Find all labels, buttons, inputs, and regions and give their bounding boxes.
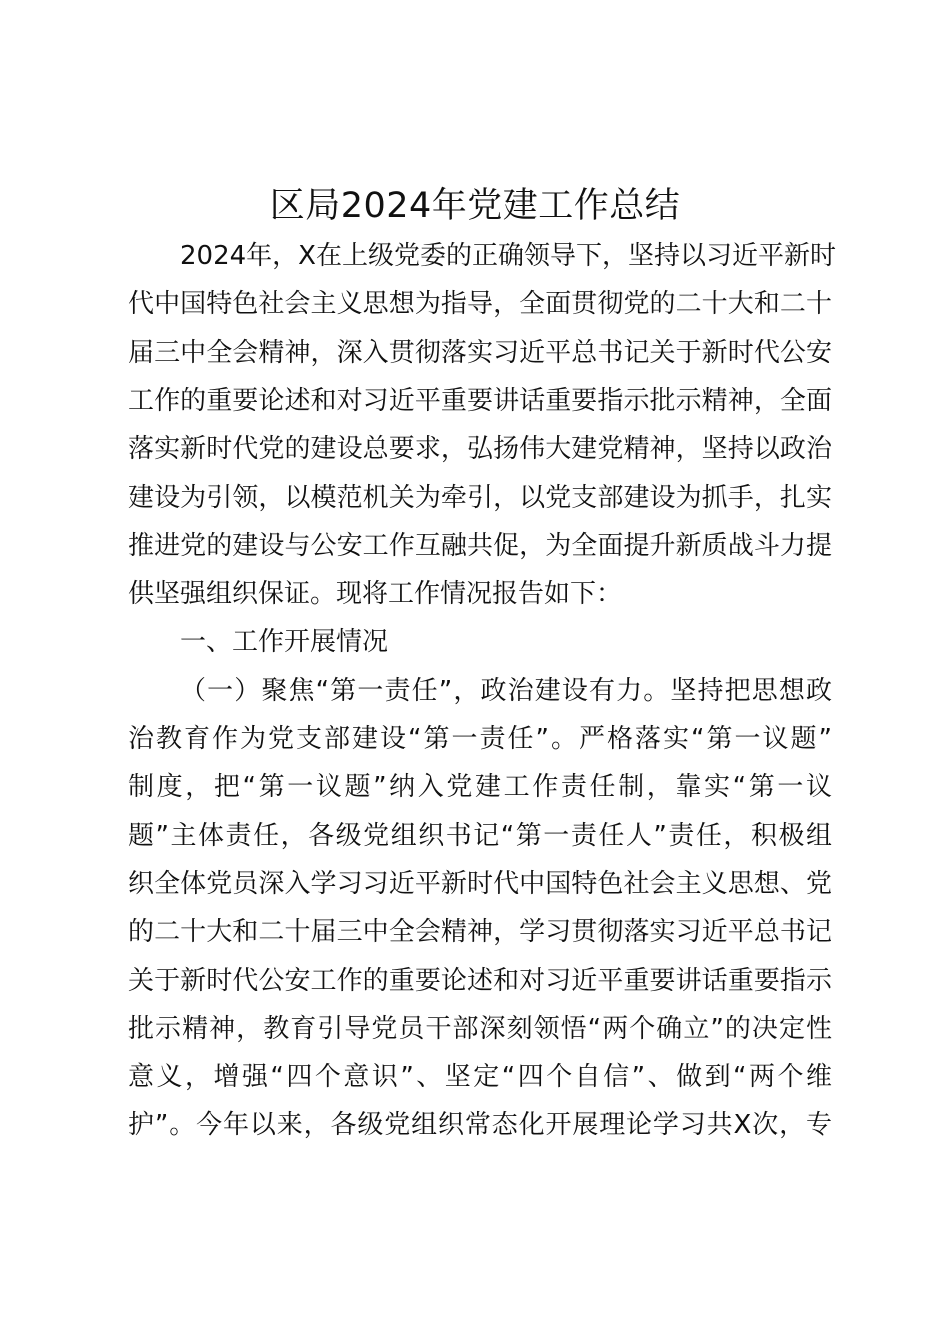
paragraph-line: 题”主体责任，各级党组织书记“第一责任人”责任，积极组 <box>128 820 832 851</box>
paragraph-line: 治教育作为党支部建设“第一责任”。严格落实“第一议题” <box>128 724 832 754</box>
paragraph-line: 织全体党员深入学习习近平新时代中国特色社会主义思想、党 <box>128 868 832 899</box>
paragraph-line: 2024年，X在上级党委的正确领导下，坚持以习近平新时 <box>180 241 836 271</box>
paragraph-line: 的二十大和二十届三中全会精神，学习贯彻落实习近平总书记 <box>128 917 832 948</box>
section-heading: 一、工作开展情况 <box>180 627 389 658</box>
paragraph-line: 意义，增强“四个意识”、坚定“四个自信”、做到“两个维 <box>128 1062 832 1093</box>
paragraph-line: 关于新时代公安工作的重要论述和对习近平重要讲话重要指示 <box>128 965 832 996</box>
paragraph-line: 推进党的建设与公安工作互融共促，为全面提升新质战斗力提 <box>128 530 832 561</box>
paragraph-line: 供坚强组织保证。现将工作情况报告如下： <box>128 579 623 610</box>
document-title: 区局2024年党建工作总结 <box>269 186 681 226</box>
paragraph-line: 批示精神，教育引导党员干部深刻领悟“两个确立”的决定性 <box>128 1013 832 1044</box>
paragraph-line: （一）聚焦“第一责任”，政治建设有力。坚持把思想政 <box>180 675 832 706</box>
paragraph-line: 落实新时代党的建设总要求，弘扬伟大建党精神，坚持以政治 <box>128 434 832 465</box>
paragraph-line: 护”。今年以来，各级党组织常态化开展理论学习共X次，专 <box>128 1110 832 1141</box>
paragraph-line: 届三中全会精神，深入贯彻落实习近平总书记关于新时代公安 <box>128 337 832 368</box>
paragraph-line: 工作的重要论述和对习近平重要讲话重要指示批示精神，全面 <box>128 385 832 416</box>
paragraph-line: 建设为引领，以模范机关为牵引，以党支部建设为抓手，扎实 <box>128 482 832 513</box>
paragraph-line: 代中国特色社会主义思想为指导，全面贯彻党的二十大和二十 <box>128 289 832 320</box>
paragraph-line: 制度，把“第一议题”纳入党建工作责任制，靠实“第一议 <box>128 772 832 803</box>
